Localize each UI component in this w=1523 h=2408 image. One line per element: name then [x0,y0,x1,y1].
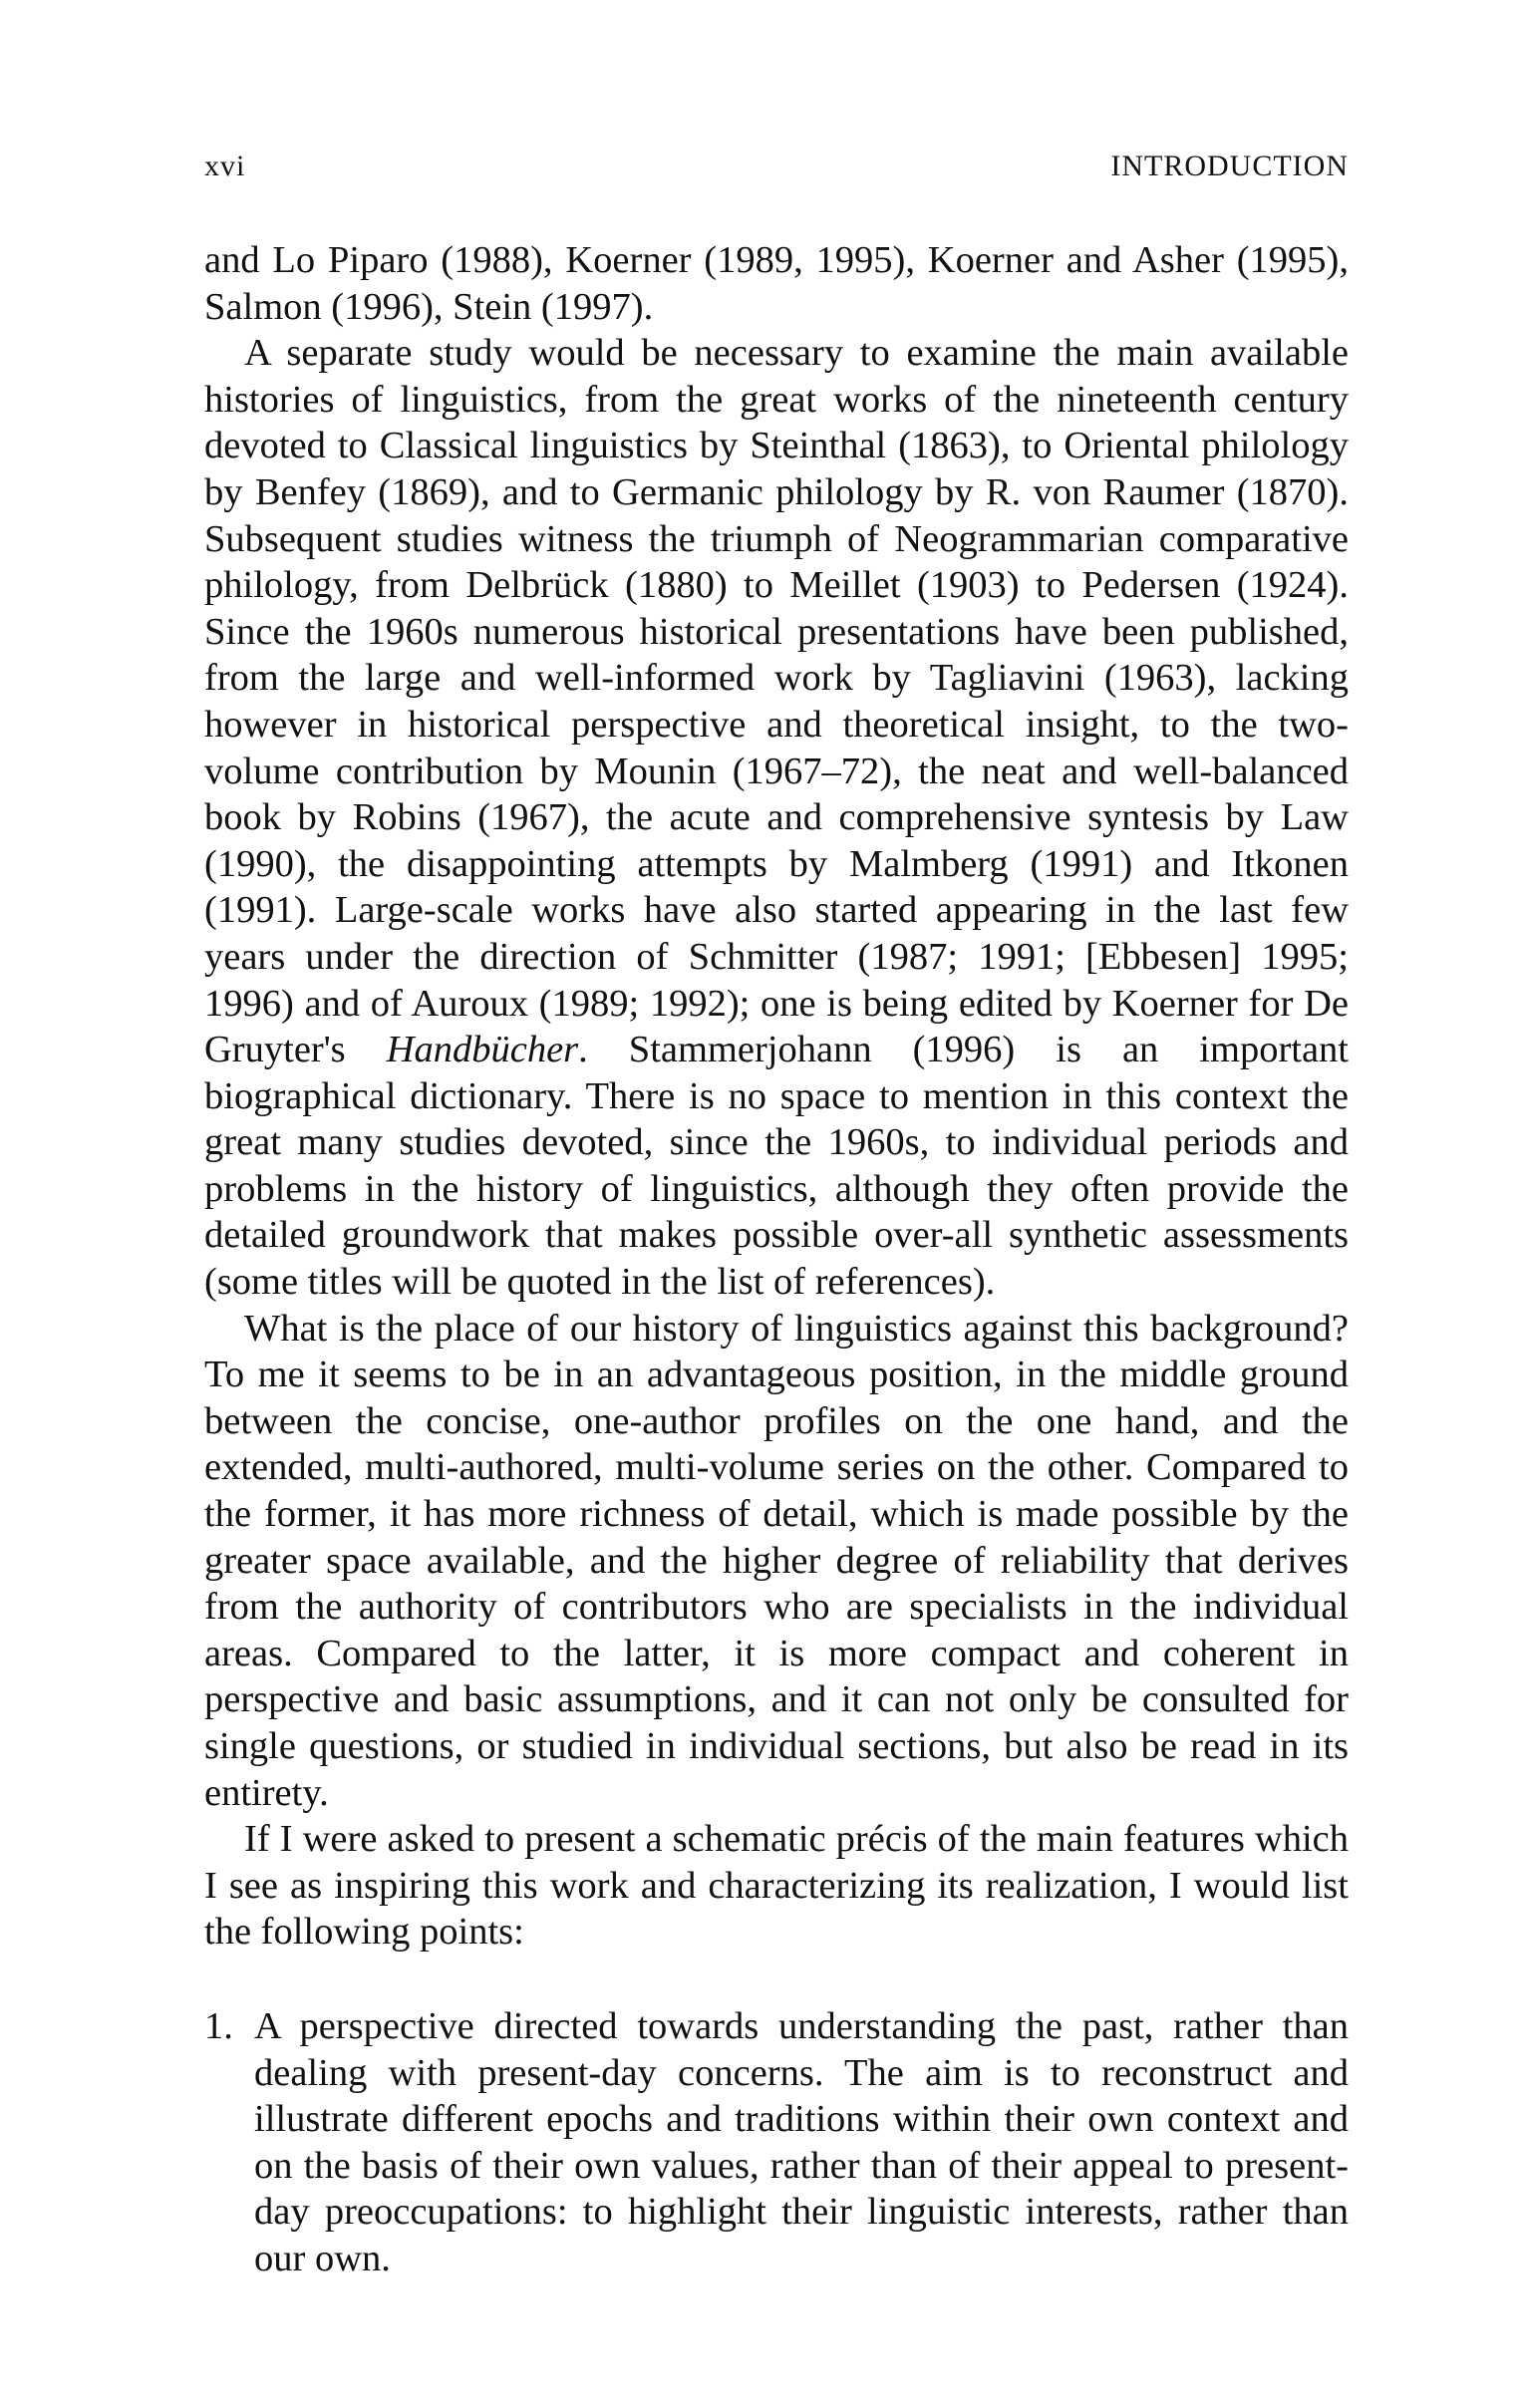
book-page [204,150,1349,2282]
paragraph-histories-part-2: . Stammerjohann (1996) is an important biographical dictionary. There is no space to mention in this context the great many studies devoted, since the 1960s, to individual periods and problems in the history of linguistics, although they often provide the detailed groundwork that makes possible over-all synthetic assessments (some titles will be quoted in the list of references). [204,1029,1349,1304]
paragraph-precis: If I were asked to present a schematic précis of the main features which I see as inspiring this work and characterizing its realization, I would list the following points: [204,1818,1349,1954]
list-item-number: 1. [204,2004,233,2047]
paragraph-continuation: and Lo Piparo (1988), Koerner (1989, 1995), Koerner and Asher (1995), Salmon (1996), Stein (1997). [204,239,1349,328]
handbucher-title: Handbücher [386,1029,579,1071]
running-title: INTRODUCTION [1110,150,1349,182]
paragraph-histories-part-1: A separate study would be necessary to examine the main available histories of linguistics, from the great works of the nineteenth century devoted to Classical linguistics by Steinthal (1863), to Oriental philology by Benfey (1869), and to Germanic philology by R. von Raumer (1870). Subsequent studies witness the triumph of Neogrammarian comparative philology, from Delbrück (1880) to Meillet (1903) to Pedersen (1924). Since the 1960s numerous historical presentations have been published, from the large and well-informed work by Tagliavini (1963), lacking however in historical perspective and theoretical insight, to the two-volume contribution by Mounin (1967–72), the neat and well-balanced book by Robins (1967), the acute and comprehensive syntesis by Law (1990), the disappointing attempts by Malmberg (1991) and Itkonen (1991). Large-scale works have also started appearing in the last few years under the direction of Schmitter (1987; 1991; [Ebbesen] 1995; 1996) and of Auroux (1989; 1992); one is being edited by Koerner for De Gruyter's [204,332,1349,1071]
paragraph-place: What is the place of our history of linguistics against this background? To me it seems to be in an advantageous position, in the middle ground between the concise, one-author profiles on the one hand, and the extended, multi-authored, multi-volume series on the other. Compared to the former, it has more richness of detail, which is made possible by the greater space available, and the higher degree of reliability that derives from the authority of contributors who are specialists in the individual areas. Compared to the latter, it is more compact and coherent in perspective and basic assumptions, and it can not only be consulted for single questions, or studied in individual sections, but also be read in its entirety. [204,1307,1349,1814]
page-number: xvi [204,150,246,182]
list-item-text: A perspective directed towards understanding the past, rather than dealing with present-day concerns. The aim is to reconstruct and illustrate different epochs and traditions within their own context and on the basis of their own values, rather than of their appeal to present-day preoccupations: to highlight their linguistic interests, rather than our own. [254,2004,1349,2279]
body-text [204,237,1349,2282]
running-head [204,150,1349,189]
list-item [204,2003,1349,2282]
paragraph-histories [204,330,1349,1305]
